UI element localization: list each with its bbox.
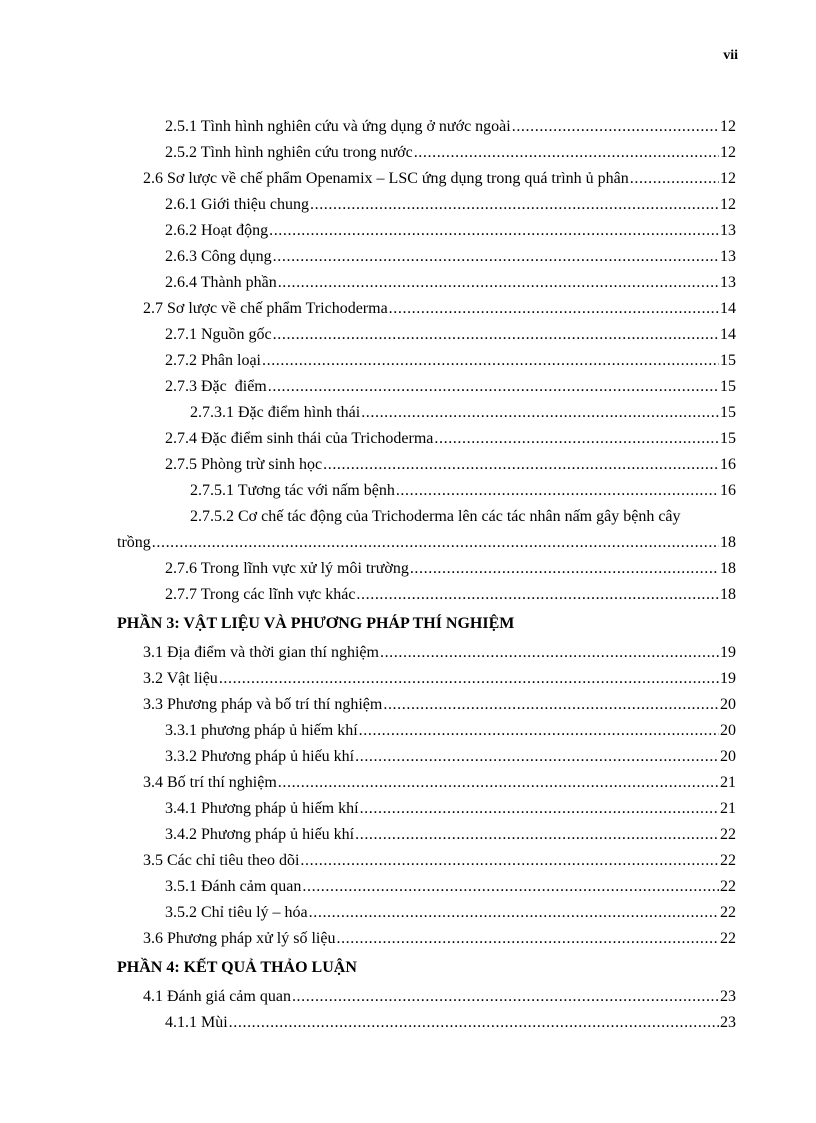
toc-entry-label: 2.6.2 Hoạt động [165, 222, 269, 239]
toc-entry-label: 4.1 Đánh giá cảm quan [143, 988, 291, 1005]
toc-entry-page: 22 [720, 878, 736, 895]
toc-entry-continuation[interactable] [117, 532, 736, 554]
toc-entry-page: 19 [720, 670, 736, 687]
toc-entry[interactable] [143, 986, 736, 1008]
dot-leader [630, 168, 719, 190]
toc-entry-label: 3.4.1 Phương pháp ủ hiếm khí [165, 800, 359, 817]
dot-leader [278, 772, 719, 794]
toc-entry-label: 2.7.7 Trong các lĩnh vực khác [165, 586, 356, 603]
toc-entry-page: 18 [720, 586, 736, 603]
dot-leader [383, 694, 719, 716]
toc-entry[interactable] [165, 746, 736, 768]
toc-entry-label: 2.7.2 Phân loại [165, 352, 261, 369]
dot-leader [359, 720, 719, 742]
toc-entry-page: 18 [720, 534, 736, 551]
toc-entry-page: 22 [720, 826, 736, 843]
toc-entry[interactable] [165, 220, 736, 242]
toc-entry[interactable] [143, 168, 736, 190]
dot-leader [434, 428, 719, 450]
toc-entry[interactable] [165, 558, 736, 580]
toc-entry-label: 4.1.1 Mùi [165, 1014, 228, 1031]
toc-entry-label: 3.3.1 phương pháp ủ hiếm khí [165, 722, 358, 739]
page-number: vii [723, 48, 738, 63]
toc-entry-page: 22 [720, 852, 736, 869]
toc-entry-page: 21 [720, 774, 736, 791]
toc-entry[interactable] [165, 798, 736, 820]
dot-leader [355, 824, 719, 846]
toc-entry-continuation-label: trồng [117, 534, 151, 551]
toc-entry-label: 2.5.2 Tình hình nghiên cứu trong nước [165, 144, 413, 161]
toc-entry-page: 12 [720, 118, 736, 135]
toc-entry-label: 3.5.2 Chỉ tiêu lý – hóa [165, 904, 308, 921]
toc-entry-label: 2.7.1 Nguồn gốc [165, 326, 272, 343]
dot-leader [380, 642, 719, 664]
toc-entry-label: 2.7.3 Đặc điểm [165, 378, 267, 395]
toc-entry-label: 3.5 Các chỉ tiêu theo dõi [143, 852, 300, 869]
dot-leader [356, 584, 719, 606]
toc-entry[interactable] [165, 194, 736, 216]
toc-entry-label: 3.2 Vật liệu [143, 670, 218, 687]
dot-leader [292, 986, 719, 1008]
toc-entry-label: 2.7.3.1 Đặc điểm hình thái [190, 404, 361, 421]
toc-entry-page: 20 [720, 696, 736, 713]
toc-entry-page: 13 [720, 274, 736, 291]
toc-entry-page: 23 [720, 988, 736, 1005]
toc-entry-page: 14 [720, 300, 736, 317]
dot-leader [360, 798, 719, 820]
toc-entry[interactable] [143, 668, 736, 690]
toc-entry-page: 15 [720, 352, 736, 369]
dot-leader [302, 876, 719, 898]
toc-entry[interactable] [143, 642, 736, 664]
toc-entry-page: 14 [720, 326, 736, 343]
toc-entry-page: 13 [720, 248, 736, 265]
toc-entry[interactable] [143, 850, 736, 872]
toc-entry-page: 19 [720, 644, 736, 661]
dot-leader [389, 298, 719, 320]
toc-entry[interactable] [190, 402, 736, 424]
toc-entry-label: 3.4 Bố trí thí nghiệm [143, 774, 277, 791]
toc-entry-label: 3.3 Phương pháp và bố trí thí nghiệm [143, 696, 383, 713]
dot-leader [396, 480, 719, 502]
toc-entry-page: 15 [720, 430, 736, 447]
dot-leader [229, 1012, 719, 1034]
dot-leader [219, 668, 719, 690]
toc-entry-wrapped-line[interactable] [190, 506, 736, 528]
toc-entry[interactable] [165, 116, 736, 138]
toc-entry[interactable] [165, 428, 736, 450]
dot-leader [268, 376, 719, 398]
dot-leader [410, 558, 719, 580]
dot-leader [355, 746, 719, 768]
toc-entry-page: 12 [720, 144, 736, 161]
toc-entry-page: 16 [720, 456, 736, 473]
toc-entry-page: 22 [720, 930, 736, 947]
toc-entry[interactable] [165, 350, 736, 372]
toc-entry[interactable] [143, 772, 736, 794]
dot-leader [152, 532, 719, 554]
toc-entry[interactable] [165, 272, 736, 294]
toc-entry-page: 22 [720, 904, 736, 921]
dot-leader [310, 194, 719, 216]
toc-entry-label: 2.7.5.1 Tương tác với nấm bệnh [190, 482, 395, 499]
section-heading[interactable]: PHẦN 3: VẬT LIỆU VÀ PHƯƠNG PHÁP THÍ NGHIỆM [117, 615, 515, 632]
toc-entry-page: 21 [720, 800, 736, 817]
toc-entry-page: 20 [720, 748, 736, 765]
toc-entry-label: 3.1 Địa điểm và thời gian thí nghiệm [143, 644, 379, 661]
toc-entry[interactable] [143, 694, 736, 716]
toc-entry-page: 23 [720, 1014, 736, 1031]
dot-leader [323, 454, 719, 476]
toc-entry[interactable] [165, 142, 736, 164]
dot-leader [309, 902, 719, 924]
toc-entry-label: 2.6.4 Thành phần [165, 274, 277, 291]
toc-entry-page: 15 [720, 378, 736, 395]
toc-entry-label: 2.7.6 Trong lĩnh vực xử lý môi trường [165, 560, 409, 577]
dot-leader [262, 350, 719, 372]
dot-leader [269, 220, 719, 242]
dot-leader [361, 402, 719, 424]
toc-entry-label: 3.4.2 Phương pháp ủ hiếu khí [165, 826, 355, 843]
toc-entry-page: 12 [720, 196, 736, 213]
toc-entry-label: 3.6 Phương pháp xử lý số liệu [143, 930, 336, 947]
toc-entry-label: 2.6.3 Công dụng [165, 248, 272, 265]
toc-entry[interactable] [165, 376, 736, 398]
toc-entry-label: 2.5.1 Tình hình nghiên cứu và ứng dụng ở nước ngoài [165, 118, 511, 135]
toc-entry[interactable] [165, 902, 736, 924]
section-heading[interactable]: PHẦN 4: KẾT QUẢ THẢO LUẬN [117, 959, 357, 976]
toc-entry[interactable] [143, 298, 736, 320]
toc-entry[interactable] [165, 824, 736, 846]
dot-leader [512, 116, 719, 138]
toc-entry[interactable] [165, 246, 736, 268]
toc-entry-page: 12 [720, 170, 736, 187]
toc-entry-label: 2.7.5 Phòng trừ sinh học [165, 456, 323, 473]
toc-entry-page: 20 [720, 722, 736, 739]
toc-entry[interactable] [165, 454, 736, 476]
toc-entry-page: 16 [720, 482, 736, 499]
toc-entry[interactable] [165, 584, 736, 606]
toc-entry-page: 13 [720, 222, 736, 239]
toc-entry-page: 18 [720, 560, 736, 577]
toc-entry[interactable] [165, 720, 736, 742]
dot-leader [273, 324, 719, 346]
toc-entry-label: 3.5.1 Đánh cảm quan [165, 878, 302, 895]
toc-entry-label: 2.7.5.2 Cơ chế tác động của Trichoderma lên các tác nhân nấm gây bệnh cây [190, 508, 681, 525]
dot-leader [273, 246, 719, 268]
toc-entry-page: 15 [720, 404, 736, 421]
toc-entry-label: 2.6 Sơ lược về chế phẩm Openamix – LSC ứng dụng trong quá trình ủ phân [143, 170, 629, 187]
dot-leader [278, 272, 719, 294]
toc-entry-label: 2.6.1 Giới thiệu chung [165, 196, 309, 213]
toc-entry[interactable] [165, 324, 736, 346]
dot-leader [336, 928, 719, 950]
toc-entry-label: 2.7.4 Đặc điểm sinh thái của Trichoderma [165, 430, 434, 447]
toc-entry[interactable] [165, 876, 736, 898]
toc-entry[interactable] [190, 480, 736, 502]
dot-leader [300, 850, 719, 872]
toc-entry-label: 3.3.2 Phương pháp ủ hiếu khí [165, 748, 355, 765]
dot-leader [414, 142, 719, 164]
toc-entry[interactable] [165, 1012, 736, 1034]
toc-entry-label: 2.7 Sơ lược về chế phẩm Trichoderma [143, 300, 388, 317]
toc-entry[interactable] [143, 928, 736, 950]
